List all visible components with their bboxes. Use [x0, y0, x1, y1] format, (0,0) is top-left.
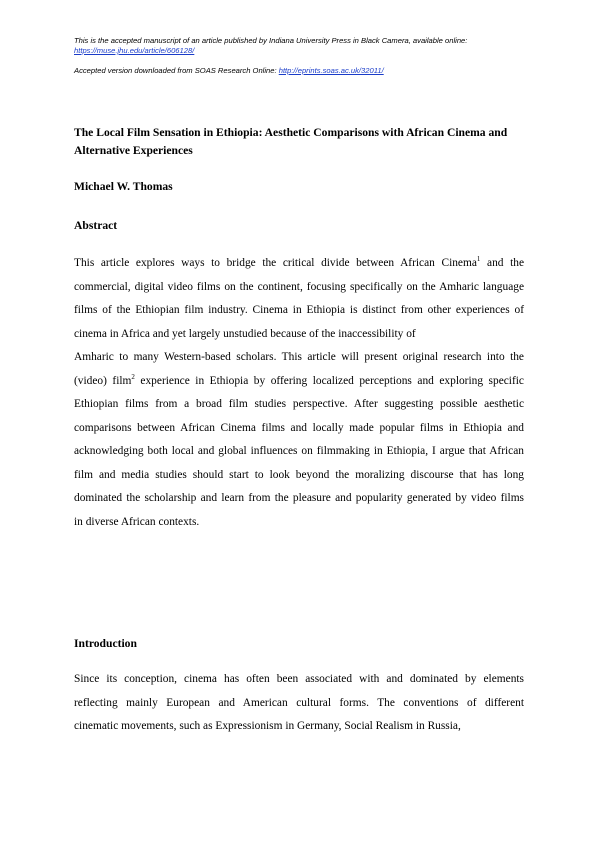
- abstract-line: acknowledging both local and global influences on filmmaking in Ethiopia, I argue that African: [74, 445, 524, 457]
- repository-notice-text: Accepted version downloaded from SOAS Research Online:: [74, 66, 279, 75]
- abstract-line: This article explores ways to bridge the critical divide between African Cinema$^1$ and the: [74, 255, 525, 269]
- introduction-heading: Introduction: [74, 637, 137, 650]
- footnote-marker[interactable]: 1: [476, 255, 481, 264]
- repository-link[interactable]: http://eprints.soas.ac.uk/32011/: [278, 66, 384, 75]
- abstract-line: films of the Ethiopian film industry. Cinema in Ethiopia is distinct from other experiences of: [74, 304, 524, 316]
- introduction-line: cinematic movements, such as Expressionism in Germany, Social Realism in Russia,: [74, 720, 461, 732]
- introduction-line: Since its conception, cinema has often been associated with and dominated by elements: [74, 673, 524, 685]
- abstract-line: Ethiopian films from a broad film studies perspective. After suggesting possible aesthetic: [74, 398, 524, 410]
- abstract-line: Amharic to many Western-based scholars. This article will present original research into the: [74, 351, 524, 363]
- abstract-line: dominated the scholarship and learn from the pleasure and popularity generated by video films: [74, 492, 524, 504]
- abstract-line: cinema in Africa and yet largely unstudied because of the inaccessibility of: [74, 327, 416, 340]
- article-title: [74, 124, 534, 160]
- introduction-line: reflecting mainly European and American cultural forms. The conventions of different: [74, 696, 524, 709]
- abstract-heading: Abstract: [74, 219, 118, 232]
- publication-notice-text: This is the accepted manuscript of an article published by Indiana University Press in Black Camera, available online:: [74, 36, 468, 45]
- publication-notice: [74, 36, 534, 56]
- article-title-line-1: The Local Film Sensation in Ethiopia: Aesthetic Comparisons with African Cinema and: [74, 126, 508, 139]
- article-title-line-2: Alternative Experiences: [74, 144, 193, 157]
- abstract-line: film and media studies should start to look beyond the moralizing discourse that has long: [74, 468, 524, 481]
- abstract-line: commercial, digital video films on the continent, focusing specifically on the Amharic language: [74, 280, 524, 293]
- abstract-line: comparisons between African Cinema films and locally made popular films in Ethiopia and: [74, 421, 524, 434]
- footnote-marker[interactable]: 2: [131, 372, 135, 381]
- introduction-body: [74, 668, 524, 739]
- abstract-body: [74, 252, 524, 534]
- repository-notice: [74, 66, 534, 76]
- article-link[interactable]: https://muse.jhu.edu/article/606128/: [74, 46, 195, 55]
- abstract-line: in diverse African contexts.: [74, 515, 200, 528]
- author-name: Michael W. Thomas: [74, 180, 173, 193]
- abstract-line: (video) film$^2$ experience in Ethiopia by offering localized perceptions and exploring specific: [74, 372, 524, 387]
